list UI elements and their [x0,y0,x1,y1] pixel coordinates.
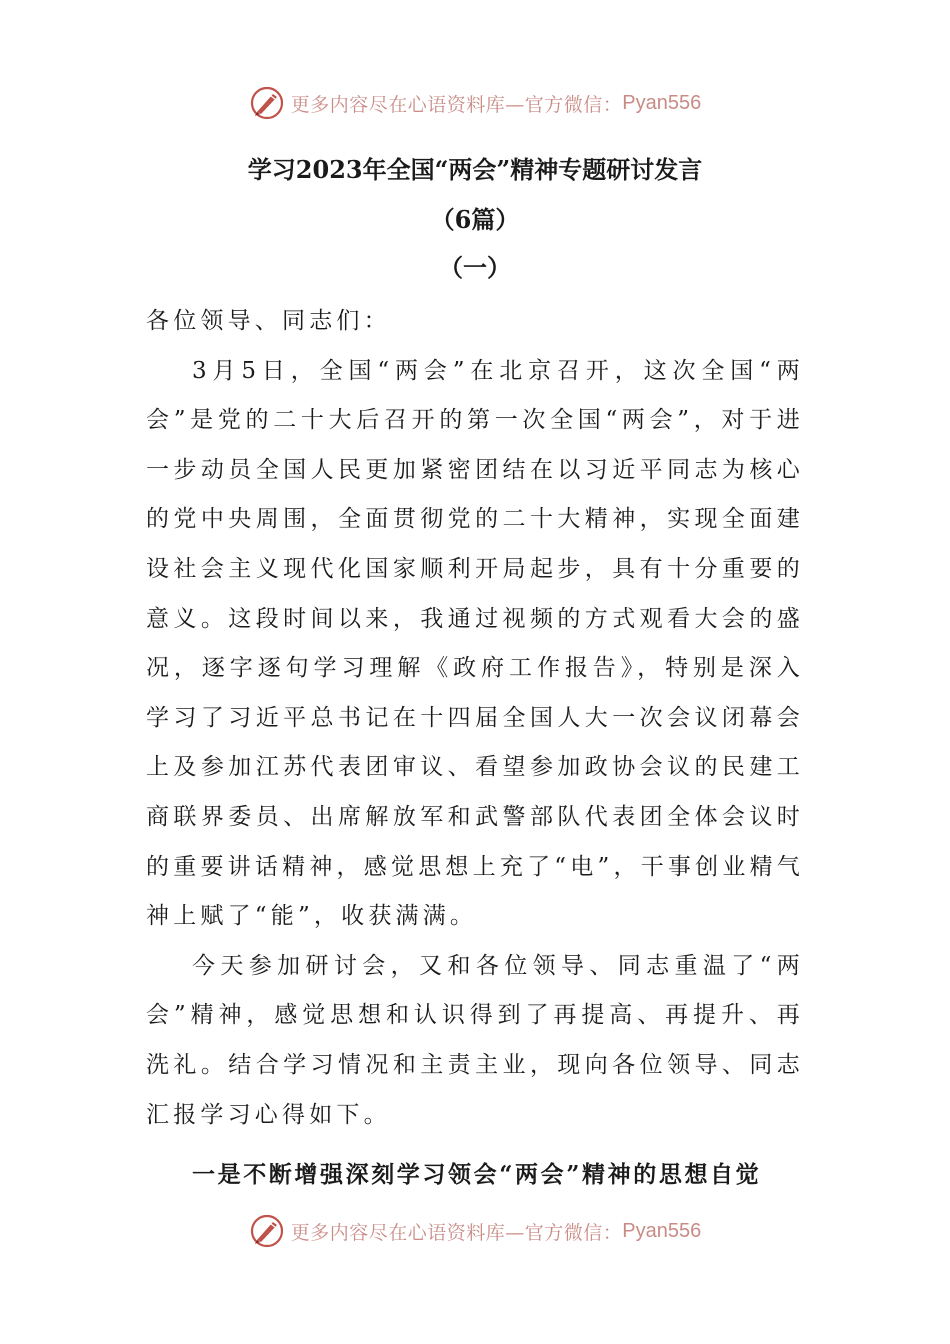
document-body [146,297,804,1200]
watermark-footer [0,1211,950,1251]
pen-logo-icon [249,1213,285,1249]
watermark-text: 更多内容尽在心语资料库—官方微信： [290,1221,623,1244]
document-subtitle: （6篇） [430,205,520,234]
watermark-header [0,83,950,123]
salutation: 各位领导、同志们： [146,308,391,334]
pen-logo-icon [249,85,285,121]
document-title: 学习2023年全国“两会”精神专题研讨发言 [247,155,703,184]
watermark-text: 更多内容尽在心语资料库—官方微信： [290,93,623,116]
section-heading: 一是不断增强深刻学习领会“两会”精神的思想自觉 [192,1161,762,1189]
watermark-wechat-id: Pyan556 [622,1219,702,1242]
body-paragraph-2: 今天参加研讨会，又和各位领导、同志重温了“两会”精神，感觉思想和认识得到了再提高、再提升、再洗礼。结合学习情况和主责主业，现向各位领导、同志汇报学习心得如下。 [146,952,804,1128]
watermark-wechat-id: Pyan556 [622,91,702,114]
body-paragraph-1: 3月5日，全国“两会”在北京召开，这次全国“两会”是党的二十大后召开的第一次全国“两会”，对于进一步动员全国人民更加紧密团结在以习近平同志为核心的党中央周围，全面贯彻党的二十大精神，实现全面建设社会主义现代化国家顺利开局起步，具有十分重要的意义。这段时间以来，我通过视频的方式观看大会的盛况，逐字逐句学习理解《政府工作报告》，特别是深入学习了习近平总书记在十四届全国人大一次会议闭幕会上及参加江苏代表团审议、看望参加政协会议的民建工商联界委员、出席解放军和武警部队代表团全体会议时的重要讲话精神，感觉思想上充了“电”，干事创业精气神上赋了“能”，收获满满。 [146,357,804,930]
section-number: （一） [439,253,511,282]
